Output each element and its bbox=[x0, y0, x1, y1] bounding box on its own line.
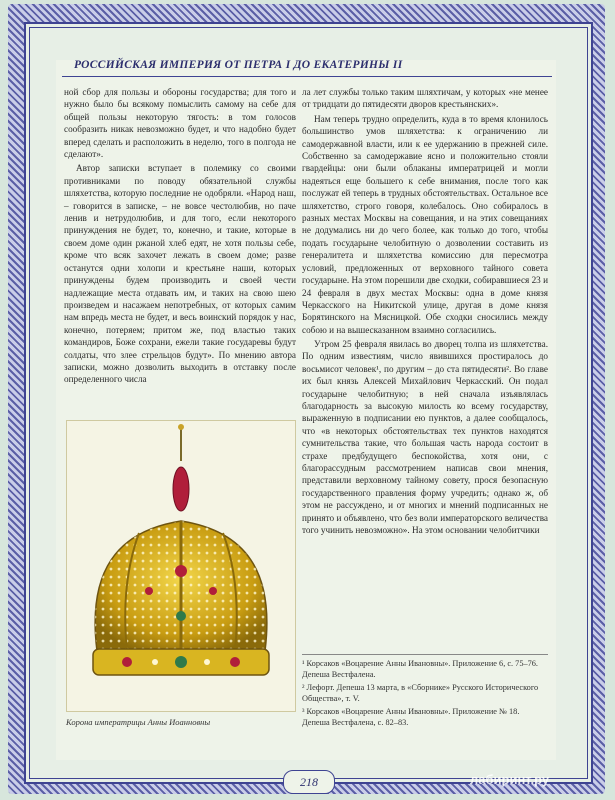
left-column bbox=[64, 86, 296, 388]
footnote: ¹ Корсаков «Воцарение Анны Ивановны». Приложение 6, с. 75–76. Депеша Вестфалена. bbox=[302, 659, 538, 679]
right-column-top bbox=[302, 86, 548, 338]
running-header bbox=[62, 58, 552, 77]
paragraph: Нам теперь трудно определить, куда в то время клонилось большинство умов шляхетства: к ограничению ли самодержавной власти, или к ее удержанию в прежней силе. Собственно за самодержавие ясно и положительно стояли гвардейцы: они были облаканы императрицей и могли надеяться еще большего к себе внимания, после того как послужат ей теперь в трудных обстоятельствах. Остальное все шляхетство, строго говоря, колебалось. Оно собиралось в разных местах Москвы на совещания, и на этих совещаниях не додумались ни до чего более, как только до того, чтобы подать государыне челобитную о дозволении составить из генералитета и шляхетства комиссию для пересмотра условий, предложенных от верховного тайного совета государыне. На этом порешили две сходки, собиравшиеся 23 и 24 февраля в двух местах Москвы: одна в доме князя Черкасского на Никитской улице, другая в доме князя Борятинского на Мясницкой. Обе сходки сносились между собою и на вышесказанном взаимно согласились. bbox=[302, 113, 548, 335]
paragraph: Автор записки вступает в полемику со своими противниками по поводу обязательной службы шляхетства, которую последние не одобряли. «Народ наш, – говорится в записке, – не вовсе честолюбив, но паче ленив и нетрудолюбив, и для того, если некоторого принуждения не будет, то, конечно, и такие, которые в своем доме один ржаной хлеб едят, не хотя пользы себе, кроме что всяк захочет лежать в своем доме; разве останутся одни холопи и крестьяне наши, которых принуждены будем производить и своей чести надлежащие места отдавать им, и таких на свою шею произведем и насажаем непотребных, от которых самим нам впредь места не будет, и весь воинский порядок у нас, конечно, потеряем; притом же, под властью таких командиров, Боже сохрани, ежели такие государевы будут солдаты, что злее стрельцов будут». По мнению автора записки, можно дозволить выходить в отставку после определенного числа bbox=[64, 163, 296, 385]
header-title: РОССИЙСКАЯ ИМПЕРИЯ ОТ ПЕТРА I ДО ЕКАТЕРИНЫ II bbox=[74, 59, 403, 71]
page-number: 218 bbox=[283, 770, 335, 794]
crown-image bbox=[67, 421, 295, 711]
footnote: ² Лефорт. Депеша 13 марта, в «Сборнике» Русского Исторического Общества», т. V. bbox=[302, 683, 539, 703]
crown-illustration bbox=[66, 420, 296, 712]
watermark: лабиринт.ру bbox=[470, 772, 550, 787]
footnotes bbox=[302, 654, 548, 732]
paragraph: ной сбор для пользы и обороны государства; для того и нужно было бы всякому помыслить самому на себе для общей пользы некоторую тягость: в том голосов сообразить никак невозможно будет, и что надобно будет вперед сделать и расположить в неделю, того в полгода не сделают». bbox=[64, 87, 296, 160]
right-column-bottom bbox=[302, 338, 548, 539]
paragraph: ла лет службы только таким шляхтичам, у которых «не менее от тридцати до пятидесяти дворов крестьянских». bbox=[302, 87, 548, 110]
picture-caption: Корона императрицы Анны Иоанновны bbox=[66, 717, 211, 727]
paragraph: Утром 25 февраля явилась во дворец толпа из шляхетства. По одним известиям, число явившихся простиралось до восьмисот человек¹, по другим – до ста пятидесяти². Во главе их был князь Алексей Михайлович Черкасский. Он подал государыне челобитную; в ней сначала изъявлялась благодарность за высокую милость ко всему государству, выраженную в подписании ею пунктов, а далее сообщалось, что «в некоторых обстоятельствах тех пунктов находятся сумнительства такие, что большая часть народа состоит в страхе предбудущего беспокойства, хотя они, с благорассудным рассмотрением написав свои мнения, представили верховному тайному совету, прося безопасную государственного правления форму учредить; однако ж, об этом не рассуждено, и от многих и мнений подписанных не принято и объявлено, что без воли императорского величества того учинить невозможно». На этом основании челобитчики bbox=[302, 339, 548, 536]
footnote: ³ Корсаков «Воцарение Анны Ивановны». Приложение № 18. Депеша Вестфалена, с. 82–83. bbox=[302, 707, 520, 727]
